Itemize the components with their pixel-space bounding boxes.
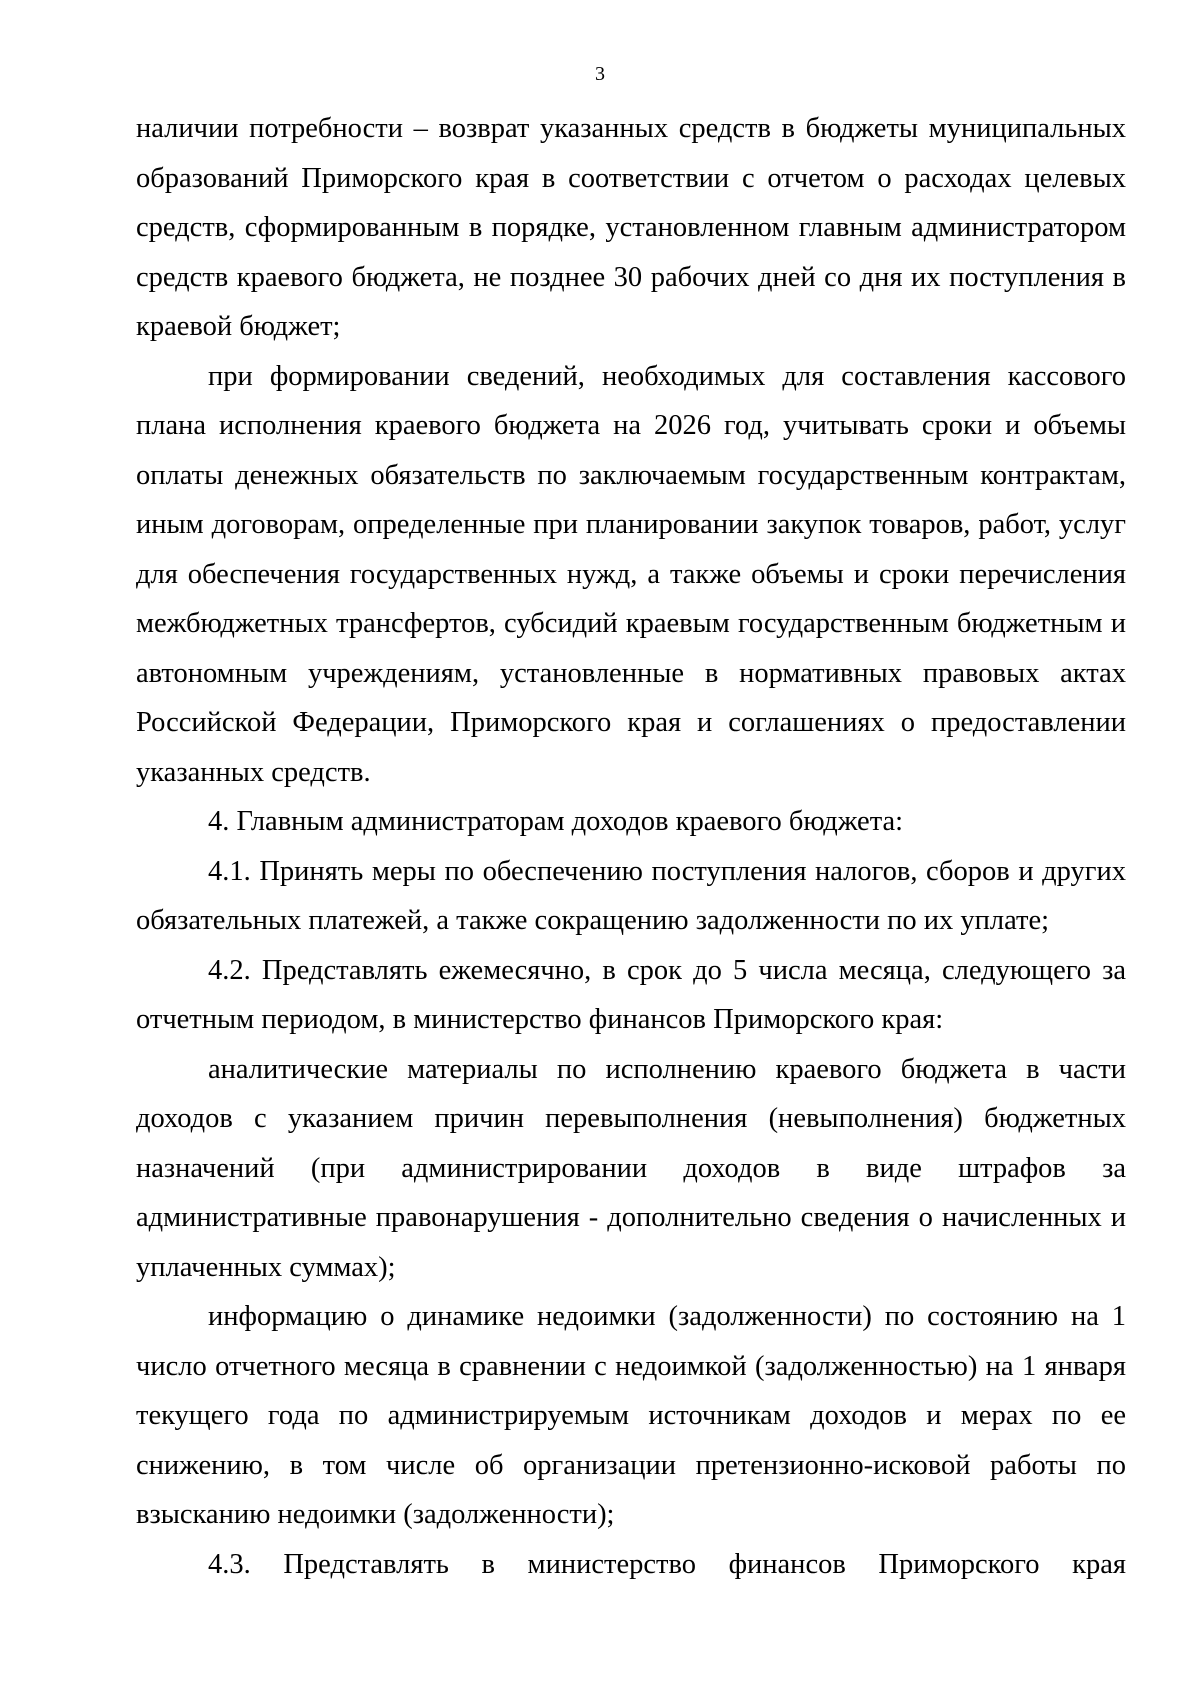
paragraph-item-4-2: 4.2. Представлять ежемесячно, в срок до 5 числа месяца, следующего за отчетным периодом, в министерство финансов Приморского края: [136,954,1126,1035]
paragraph-item-4-1: 4.1. Принять меры по обеспечению поступления налогов, сборов и других обязательных платежей, а также сокращению задолженности по их уплате; [136,855,1126,936]
paragraph-analytical-materials: аналитические материалы по исполнению краевого бюджета в части доходов с указанием причин перевыполнения (невыполнения) бюджетных назначений (при администрировании доходов в виде штрафов за административные правонарушения - дополнительно сведения о начисленных и уплаченных суммах); [136,1053,1126,1283]
paragraph-arrears-information: информацию о динамике недоимки (задолженности) по состоянию на 1 число отчетного месяца в сравнении с недоимкой (задолженностью) на 1 января текущего года по администрируемым источникам доходов и мерах по ее снижению, в том числе об организации претензионно-исковой работы по взысканию недоимки (задолженности); [136,1301,1126,1530]
paragraph-item-4-3: 4.3. Представлять в министерство финансов Приморского края [208,1548,1126,1580]
page-number: 3 [595,63,605,85]
document-body [136,104,1126,1589]
paragraph-return-of-funds: наличии потребности – возврат указанных средств в бюджеты муниципальных образований Приморского края в соответствии с отчетом о расходах целевых средств, сформированным в порядке, установленном главным администратором средств краевого бюджета, не позднее 30 рабочих дней со дня их поступления в краевой бюджет; [136,113,1126,342]
paragraph-cash-plan: при формировании сведений, необходимых для составления кассового плана исполнения краевого бюджета на 2026 год, учитывать сроки и объемы оплаты денежных обязательств по заключаемым государственным контрактам, иным договорам, определенные при планировании закупок товаров, работ, услуг для обеспечения государственных нужд, а также объемы и сроки перечисления межбюджетных трансфертов, субсидий краевым государственным бюджетным и автономным учреждениям, установленные в нормативных правовых актах Российской Федерации, Приморского края и соглашениях о предоставлении указанных средств. [136,360,1126,788]
paragraph-item-4: 4. Главным администраторам доходов краевого бюджета: [208,806,904,837]
